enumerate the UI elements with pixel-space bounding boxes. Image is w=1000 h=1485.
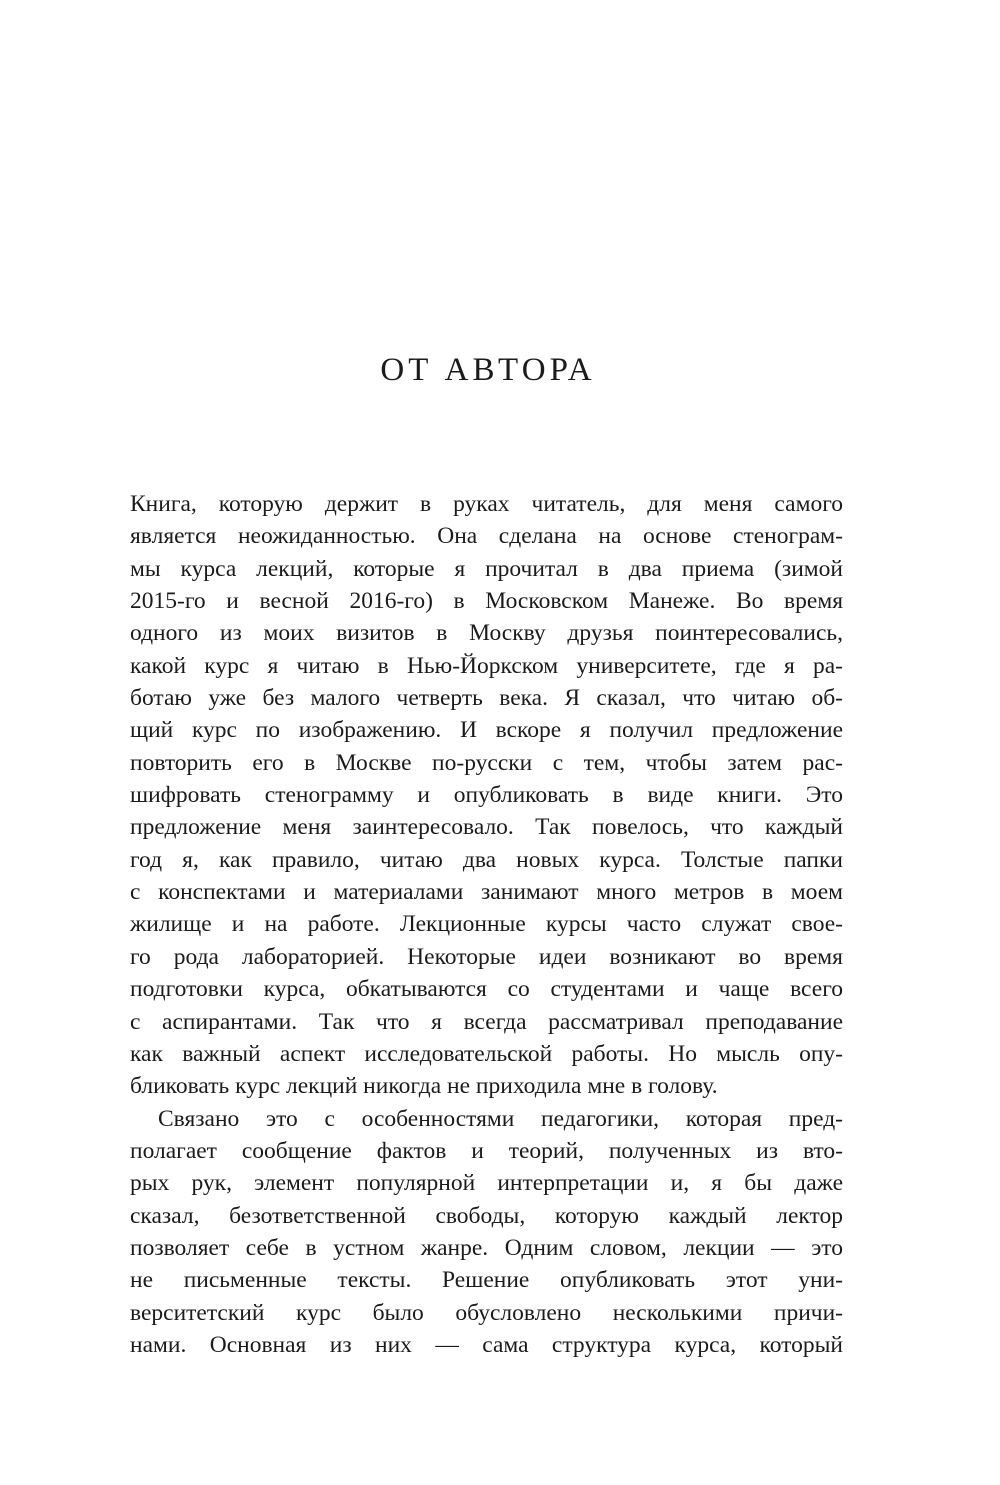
text-line: го рода лабораторией. Некоторые идеи возникают во время [130,943,843,970]
text-line: является неожиданностью. Она сделана на основе стенограм- [130,523,843,550]
text-line: позволяет себе в устном жанре. Одним словом, лекции — это [130,1234,843,1261]
text-line: полагает сообщение фактов и теорий, полученных из вто- [130,1137,843,1164]
text-line: верситетский курс было обусловлено несколькими причи- [130,1299,843,1326]
paragraph-end-line: бликовать курс лекций никогда не приходила мне в голову. [130,1073,718,1100]
text-line: предложение меня заинтересовало. Так повелось, что каждый [130,814,843,841]
text-line: ботаю уже без малого четверть века. Я сказал, что читаю об- [130,685,843,712]
paragraph-start-line: Связано это с особенностями педагогики, которая пред- [158,1105,843,1132]
text-line: с аспирантами. Так что я всегда рассматривал преподавание [130,1008,843,1035]
text-line: рых рук, элемент популярной интерпретации и, я бы даже [130,1170,843,1197]
chapter-title: ОТ АВТОРА [380,352,596,388]
text-line: шифровать стенограмму и опубликовать в виде книги. Это [130,782,843,809]
text-line: мы курса лекций, которые я прочитал в два приема (зимой [130,555,843,582]
text-line: не письменные тексты. Решение опубликовать этот уни- [130,1267,843,1294]
text-line: подготовки курса, обкатываются со студентами и чаще всего [130,976,843,1003]
text-line: щий курс по изображению. И вскоре я получил предложение [130,717,843,744]
text-line: повторить его в Москве по-русски с тем, чтобы затем рас- [130,749,843,776]
text-line: год я, как правило, читаю два новых курса. Толстые папки [130,846,843,873]
body-text [130,488,843,1361]
text-line: с конспектами и материалами занимают много метров в моем [130,879,843,906]
text-line: жилище и на работе. Лекционные курсы часто служат свое- [130,911,843,938]
text-line: какой курс я читаю в Нью-Йоркском университете, где я ра- [130,652,843,679]
text-line: сказал, безответственной свободы, которую каждый лектор [130,1202,843,1229]
text-line: Книга, которую держит в руках читатель, для меня самого [130,491,843,517]
text-line: одного из моих визитов в Москву друзья поинтересовались, [130,620,843,647]
text-line: как важный аспект исследовательской работы. Но мысль опу- [130,1040,843,1067]
text-line: нами. Основная из них — сама структура курса, который [130,1331,843,1358]
text-line: 2015-го и весной 2016-го) в Московском Манеже. Во время [130,588,843,615]
